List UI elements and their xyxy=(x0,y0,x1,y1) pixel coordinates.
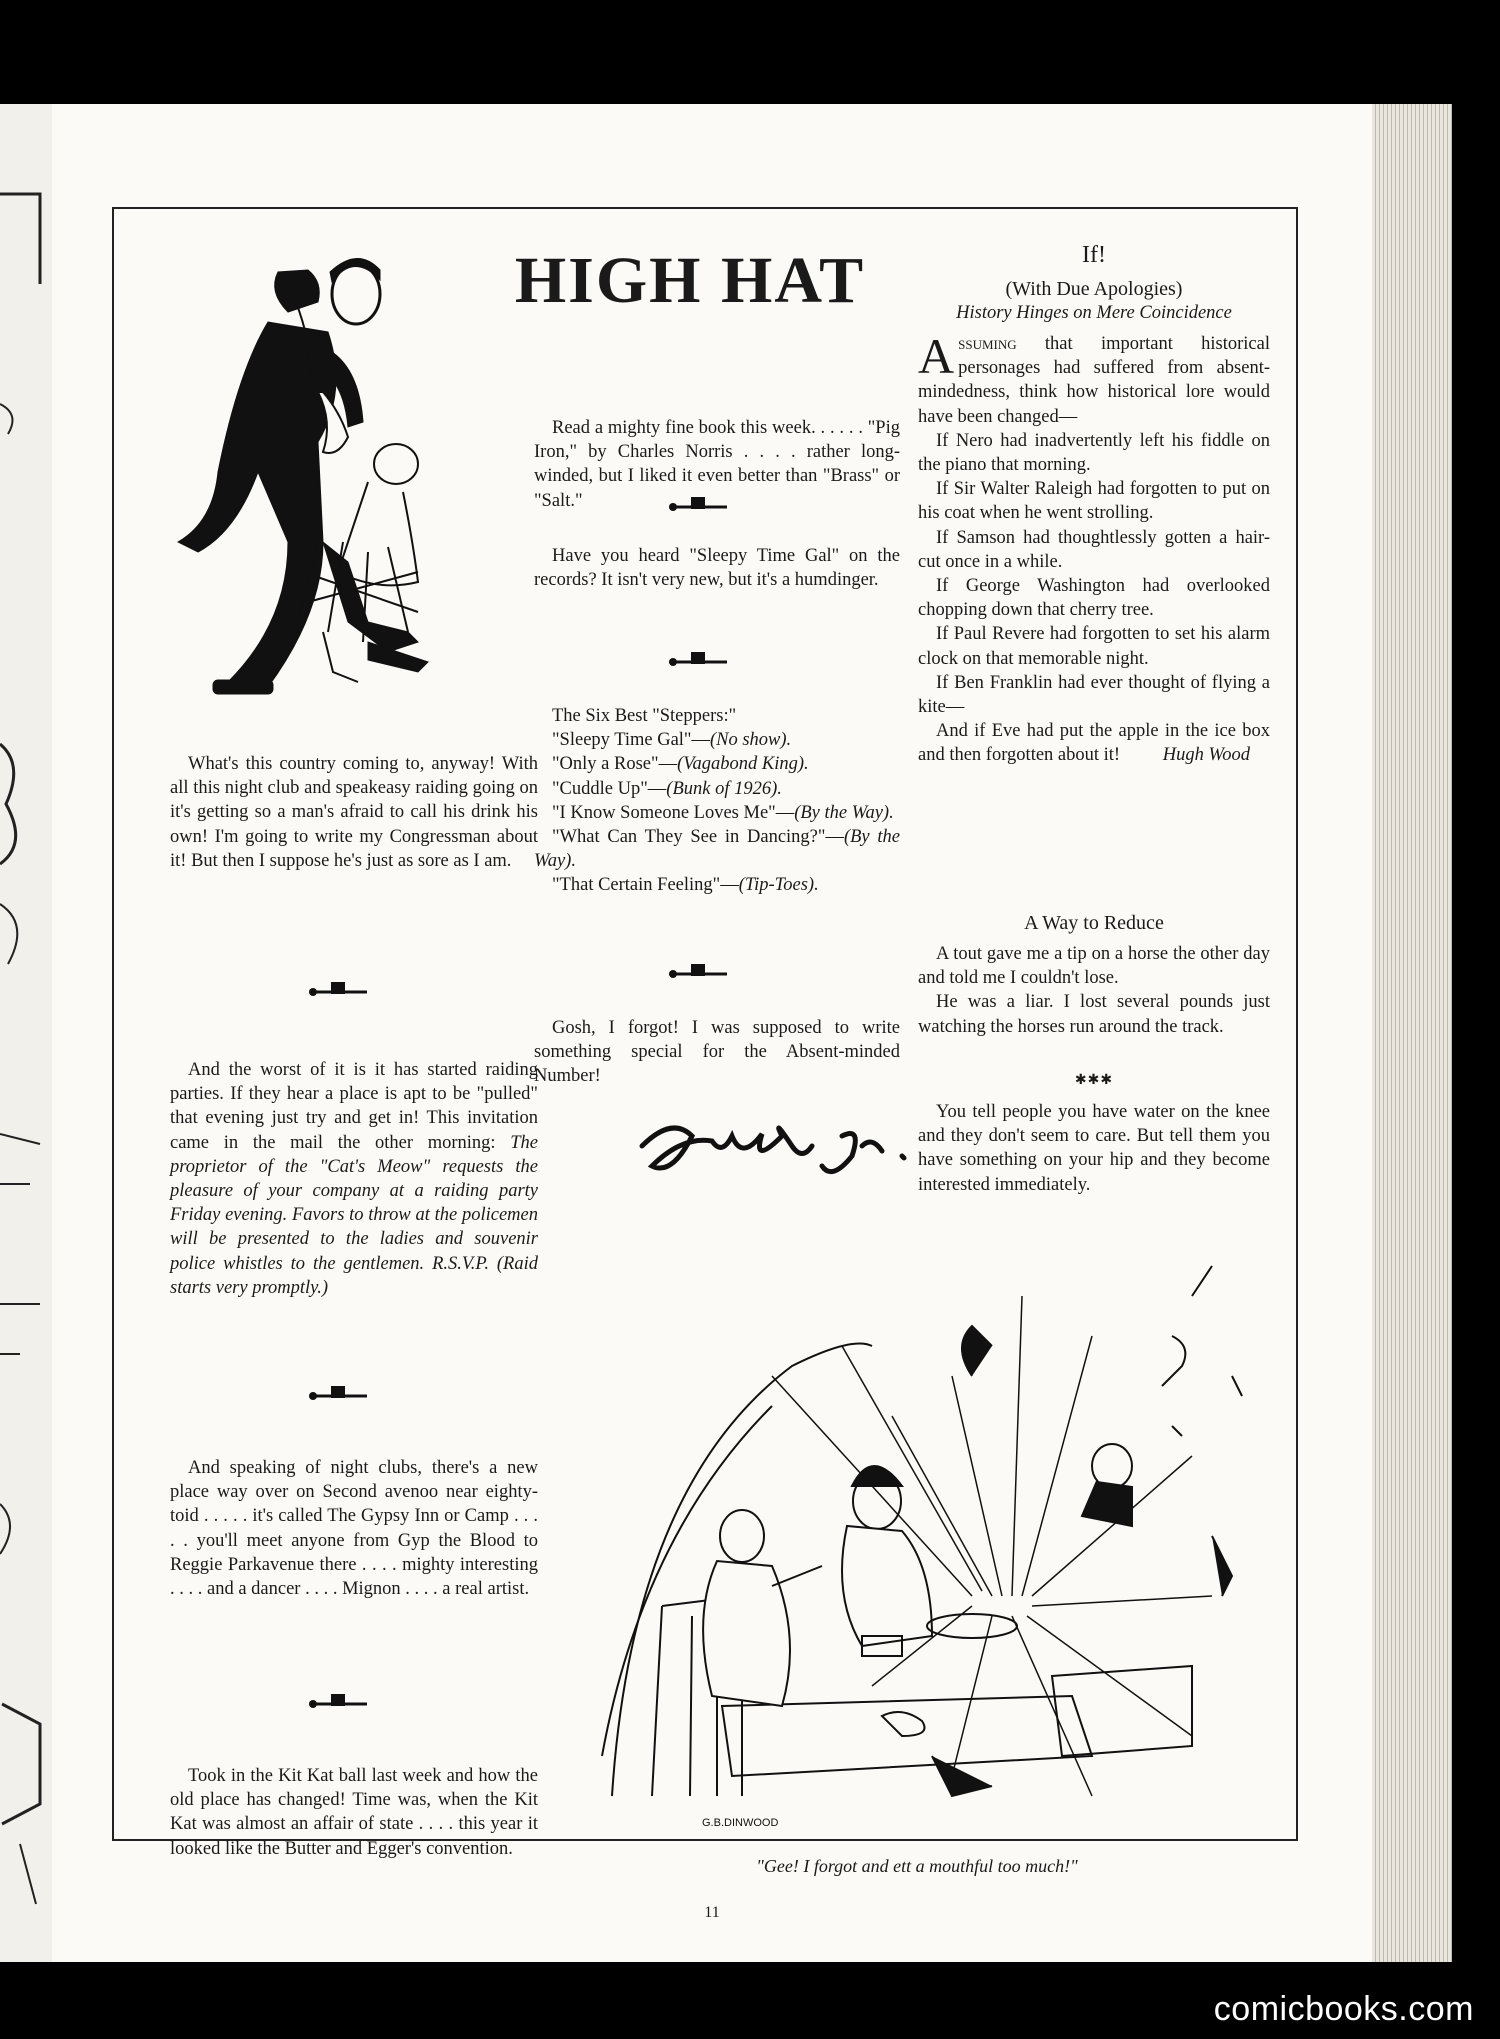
facing-page-edge xyxy=(0,104,54,1962)
stepper-item: "Cuddle Up"—(Bunk of 1926). xyxy=(552,778,782,799)
stepper-item: "I Know Someone Loves Me"—(By the Way). xyxy=(552,802,894,823)
page-number: 11 xyxy=(704,1904,720,1921)
dancing-couple-illustration xyxy=(118,242,448,712)
if-item: If George Washington had overlooked chopping down that cherry tree. xyxy=(918,576,1270,621)
six-best-steppers-list xyxy=(534,704,900,898)
col1-paragraph-4: Took in the Kit Kat ball last week and how the old place has changed! Time was, when the Kit Kat was almost an affair of state . . . . this year it looked like the Butter and Egger's convention. xyxy=(170,1766,538,1859)
if-item: If Nero had inadvertently left his fiddle on the piano that morning. xyxy=(918,430,1270,476)
stepper-item: "What Can They See in Dancing?"—(By the Way). xyxy=(534,827,900,872)
book-page-edges xyxy=(1372,104,1452,1962)
judge-jr-signature xyxy=(632,1106,932,1186)
stepper-item: "Only a Rose"—(Vagabond King). xyxy=(552,754,809,775)
if-lead-paragraph: Assuming that important historical personages had suffered from absent-mindedness, think how historical lore would have been changed— xyxy=(918,328,1270,427)
col1-paragraph-1: What's this country coming to, anyway! With all this night club and speakeasy raiding going on it's getting so a man's afraid to call his drink his own! I'm going to write my Congressman about it! But then I suppose he's just as sore as I am. xyxy=(170,754,538,871)
reduce-paragraph-2: He was a liar. I lost several pounds just watching the horses run around the track. xyxy=(918,992,1270,1037)
drop-cap: A xyxy=(918,328,955,384)
if-item: If Samson had thoughtlessly gotten a hair-cut once in a while. xyxy=(918,527,1270,572)
if-item: If Sir Walter Raleigh had forgotten to put on his coat when he went strolling. xyxy=(918,479,1270,524)
col1-paragraph-3: And speaking of night clubs, there's a new place way over on Second avenoo near eighty-toid . . . . . it's called The Gypsy Inn or Camp . . . . . you'll meet anyone from Gyp the Blood to Reggie Parkavenue there . . . . mighty interesting . . . . and a dancer . . . . Mignon . . . . a real artist. xyxy=(170,1458,538,1600)
if-item: If Paul Revere had forgotten to set his alarm clock on that memorable night. xyxy=(918,624,1270,669)
raid-invitation-text: The proprietor of the "Cat's Meow" requests the pleasure of your company at a raiding party Friday evening. Favors to throw at the policemen will be presented to the ladies and souvenir police whistles to the gentlemen. R.S.V.P. (Raid starts very promptly.) xyxy=(170,1132,538,1298)
column-one-block-1 xyxy=(170,752,538,873)
way-to-reduce-title: A Way to Reduce xyxy=(1024,912,1164,934)
top-hat-divider-icon xyxy=(307,1384,371,1402)
col1-paragraph-2: And the worst of it is it has started raiding parties. If they hear a place is apt to be "pulled" that evening just try and get in! This invitation came in the mail the other morning: The proprietor of the "Cat's Meow" requests the pleasure of your company at a raiding party Friday evening. Favors to throw at the policemen will be presented to the ladies and souvenir police whistles to the gentlemen. R.S.V.P. (Raid starts very promptly.) xyxy=(170,1060,538,1298)
author-credit: Hugh Wood xyxy=(1162,745,1250,766)
if-subtitle: (With Due Apologies) xyxy=(1005,278,1183,300)
top-hat-divider-icon xyxy=(667,495,731,513)
col2-paragraph-2: Have you heard "Sleepy Time Gal" on the records? It isn't very new, but it's a humdinger. xyxy=(534,546,900,591)
magazine-page xyxy=(52,104,1372,1962)
if-title: If! xyxy=(1082,242,1106,268)
reduce-paragraph-3: You tell people you have water on the knee and they don't seem to care. But tell them you have something on your hip and they become interested immediately. xyxy=(918,1102,1270,1195)
column-one-block-4 xyxy=(170,1764,538,1861)
reduce-paragraph-1: A tout gave me a tip on a horse the other day and told me I couldn't lose. xyxy=(918,944,1270,989)
stepper-item: "That Certain Feeling"—(Tip-Toes). xyxy=(552,875,819,896)
column-one-block-3 xyxy=(170,1456,538,1601)
top-hat-divider-icon xyxy=(667,650,731,668)
site-watermark: comicbooks.com xyxy=(1213,1990,1474,2028)
asterism-divider: ✱✱✱ xyxy=(1074,1073,1114,1088)
if-item: And if Eve had put the apple in the ice box and then forgotten about it! Hugh Wood xyxy=(918,719,1270,767)
masthead-title: HIGH HAT xyxy=(514,244,866,317)
if-subheading: History Hinges on Mere Coincidence xyxy=(956,303,1232,323)
if-item: If Ben Franklin had ever thought of flying a kite— xyxy=(918,672,1270,718)
cartoon-caption: "Gee! I forgot and ett a mouthful too much!" xyxy=(756,1856,1078,1876)
way-to-reduce-body xyxy=(918,942,1270,1039)
water-on-knee-joke xyxy=(918,1100,1270,1197)
stepper-item: "Sleepy Time Gal"—(No show). xyxy=(552,730,792,751)
steppers-title: The Six Best "Steppers:" xyxy=(552,706,737,726)
column-two-block-2 xyxy=(534,544,900,592)
facing-page-drawing xyxy=(0,104,52,1962)
explosion-cartoon-illustration xyxy=(572,1236,1272,1846)
top-hat-divider-icon xyxy=(307,1692,371,1710)
if-article-body xyxy=(918,328,1270,768)
top-hat-divider-icon xyxy=(307,980,371,998)
column-one-block-2 xyxy=(170,1058,538,1300)
column-two-block-4 xyxy=(534,1016,900,1089)
svg-text:G.B.DINWOOD: G.B.DINWOOD xyxy=(702,1817,779,1829)
top-hat-divider-icon xyxy=(667,962,731,980)
col2-paragraph-4: Gosh, I forgot! I was supposed to write something special for the Absent-minded Number! xyxy=(534,1018,900,1087)
col2-paragraph-1: Read a mighty fine book this week. . . . . . "Pig Iron," by Charles Norris . . . . rather long-winded, but I liked it even better than "Brass" or "Salt." xyxy=(534,418,900,511)
